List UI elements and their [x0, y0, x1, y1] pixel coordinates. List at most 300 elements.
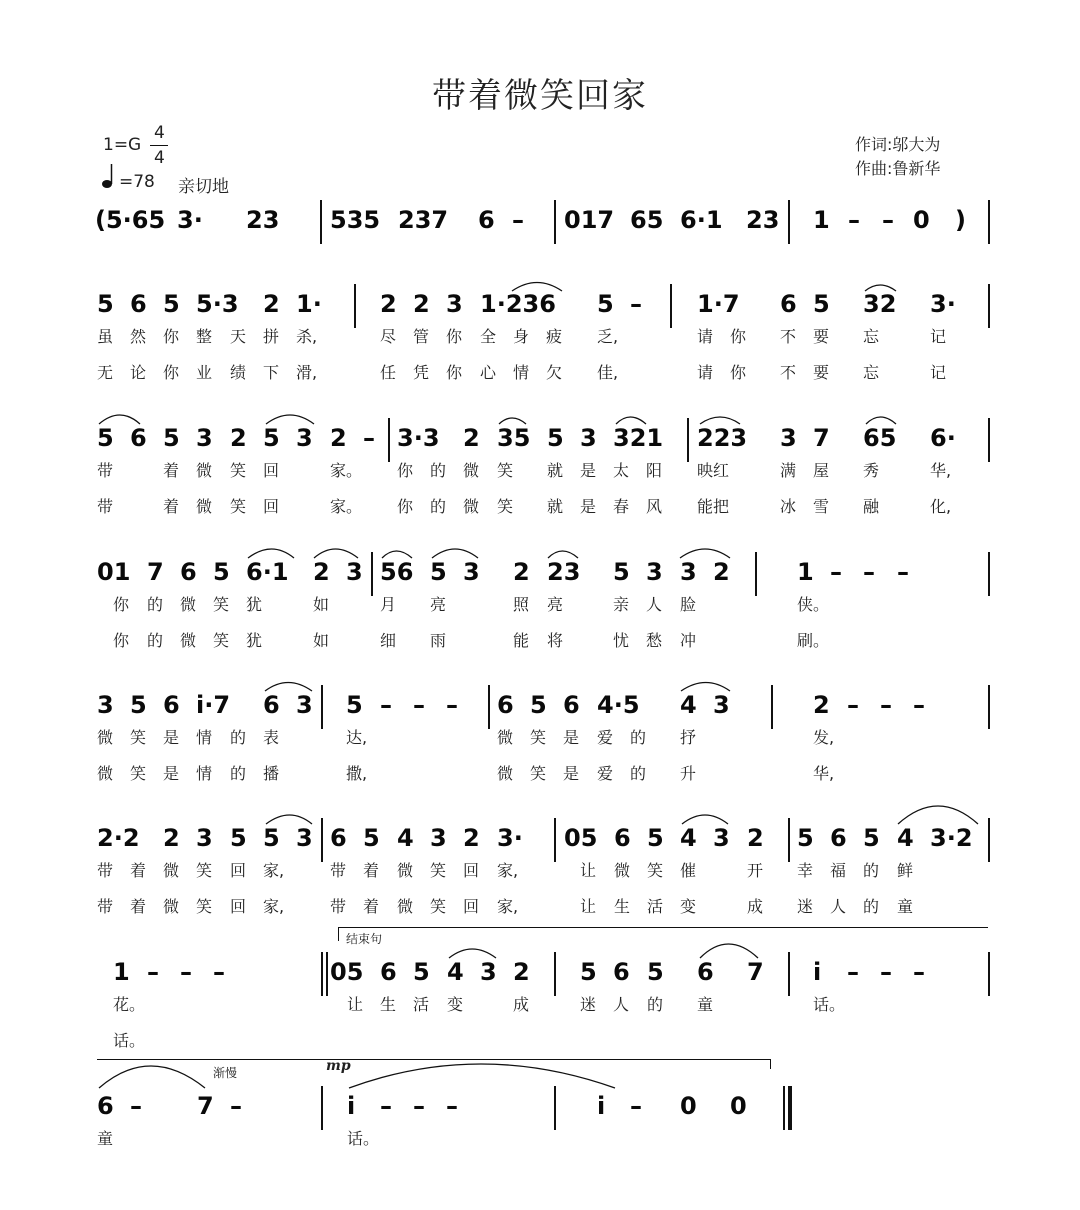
note: 5: [230, 824, 247, 852]
note: –: [880, 691, 892, 719]
note: 5: [797, 824, 814, 852]
barline: [988, 685, 990, 729]
lyric-syllable: 是: [563, 764, 580, 783]
lyric-syllable: 开: [747, 861, 764, 880]
lyric-syllable: 心: [480, 363, 497, 382]
lyric-syllable: 亲: [613, 595, 630, 614]
lyric-syllable: 人: [646, 595, 663, 614]
tempo-marking: =78: [119, 172, 155, 192]
lyric-syllable: 满: [780, 461, 797, 480]
note: –: [512, 206, 524, 234]
lyric-syllable: 笑: [430, 897, 447, 916]
lyric-syllable: 天: [230, 327, 247, 346]
lyric-syllable: 不: [780, 327, 797, 346]
note: 05: [564, 824, 598, 852]
lyric-syllable: 你: [730, 327, 747, 346]
expression-marking: 亲切地: [178, 177, 229, 197]
lyric-syllable: 冲: [680, 631, 697, 650]
lyric-syllable: 的: [630, 728, 647, 747]
note: 3: [296, 691, 313, 719]
note: –: [147, 958, 159, 986]
note: 2: [263, 290, 280, 318]
note: 7: [197, 1092, 214, 1120]
lyric-syllable: 活: [413, 995, 430, 1014]
ending-bracket-line: [338, 927, 988, 928]
note: –: [848, 206, 860, 234]
note: 1: [113, 958, 130, 986]
lyric-syllable: 着: [163, 497, 180, 516]
note: 2: [163, 824, 180, 852]
lyric-syllable: 微: [196, 497, 213, 516]
lyric-syllable: 的: [863, 861, 880, 880]
time-signature-bottom: 4: [154, 148, 165, 168]
barline: [988, 200, 990, 244]
lyric-syllable: 爱: [597, 728, 614, 747]
note: 3: [680, 558, 697, 586]
lyric-syllable: 让: [580, 897, 597, 916]
note: 3: [196, 824, 213, 852]
note: 7: [147, 558, 164, 586]
lyric-syllable: 细: [380, 631, 397, 650]
lyrics-verse-2: [0, 894, 1080, 920]
final-barline-thin: [783, 1086, 785, 1130]
lyric-syllable: 如: [313, 631, 330, 650]
note: 5: [130, 691, 147, 719]
note: 5: [346, 691, 363, 719]
note: –: [230, 1092, 242, 1120]
note: 3: [713, 691, 730, 719]
lyric-syllable: 笑: [130, 728, 147, 747]
note: 6·1: [246, 558, 289, 586]
note: 6: [497, 691, 514, 719]
lyric-syllable: 侠。: [797, 595, 830, 614]
note: 3: [646, 558, 663, 586]
barline: [554, 1086, 556, 1130]
lyrics-verse-1: [0, 858, 1080, 884]
lyric-syllable: 虽: [97, 327, 114, 346]
lyric-syllable: 微: [463, 461, 480, 480]
barline: [320, 200, 322, 244]
barline: [788, 818, 790, 862]
barline: [788, 952, 790, 996]
lyric-syllable: 映红: [697, 461, 730, 480]
lyric-syllable: 着: [130, 861, 147, 880]
barline: [771, 685, 773, 729]
lyric-syllable: 微: [97, 764, 114, 783]
note: 3·2: [930, 824, 973, 852]
note: 5: [613, 558, 630, 586]
note: 237: [398, 206, 449, 234]
lyric-syllable: 微: [97, 728, 114, 747]
lyrics-verse-1: [0, 725, 1080, 751]
note: 56: [380, 558, 414, 586]
lyrics-verse-1: [0, 1126, 1080, 1152]
lyric-syllable: 笑: [430, 861, 447, 880]
note: 3: [713, 824, 730, 852]
lyric-syllable: 微: [614, 861, 631, 880]
lyric-syllable: 忧: [613, 631, 630, 650]
note: 321: [613, 424, 664, 452]
note: –: [847, 691, 859, 719]
lyric-syllable: 的: [630, 764, 647, 783]
note: 5: [647, 824, 664, 852]
barline: [554, 200, 556, 244]
barline: [988, 952, 990, 996]
note: 6: [830, 824, 847, 852]
note: 2: [747, 824, 764, 852]
lyric-syllable: 疲: [546, 327, 563, 346]
lyric-syllable: 身: [513, 327, 530, 346]
lyric-syllable: 微: [196, 461, 213, 480]
note: 5: [430, 558, 447, 586]
final-barline-thick: [788, 1086, 792, 1130]
note: –: [630, 1092, 642, 1120]
note: 6: [614, 824, 631, 852]
dynamic-mark: mp: [326, 1058, 351, 1074]
lyric-syllable: 将: [547, 631, 564, 650]
note: i: [347, 1092, 356, 1120]
lyric-syllable: 的: [863, 897, 880, 916]
note: 2: [230, 424, 247, 452]
note: –: [180, 958, 192, 986]
note: 2: [813, 691, 830, 719]
lyrics-verse-1: [0, 992, 1080, 1018]
lyric-syllable: 笑: [497, 461, 514, 480]
note: 05: [330, 958, 364, 986]
note: 0: [680, 1092, 697, 1120]
note: 6: [180, 558, 197, 586]
note: –: [380, 1092, 392, 1120]
lyric-syllable: 雪: [813, 497, 830, 516]
note: 1·236: [480, 290, 556, 318]
note: 2: [463, 824, 480, 852]
note: –: [363, 424, 375, 452]
lyric-syllable: 成: [513, 995, 530, 1014]
lyric-syllable: 要: [813, 327, 830, 346]
lyric-syllable: 的: [230, 728, 247, 747]
lyric-syllable: 屋: [813, 461, 830, 480]
lyric-syllable: 杀,: [296, 327, 318, 346]
lyric-syllable: 童: [97, 1129, 114, 1148]
note: 6·: [930, 424, 956, 452]
note: 32: [863, 290, 897, 318]
barline: [488, 685, 490, 729]
lyric-syllable: 生: [380, 995, 397, 1014]
lyric-syllable: 微: [497, 764, 514, 783]
lyric-syllable: 你: [446, 363, 463, 382]
lyrics-verse-2: [0, 1028, 1080, 1054]
note: –: [847, 958, 859, 986]
coda-bracket-hook: [770, 1059, 771, 1069]
lyric-syllable: 鲜: [897, 861, 914, 880]
lyric-syllable: 回: [463, 861, 480, 880]
lyric-syllable: 爱: [597, 764, 614, 783]
note: –: [897, 558, 909, 586]
lyric-syllable: 凭: [413, 363, 430, 382]
note: 5: [263, 824, 280, 852]
note: 01: [97, 558, 131, 586]
note: 2: [330, 424, 347, 452]
lyric-syllable: 情: [513, 363, 530, 382]
lyrics-verse-1: [0, 592, 1080, 618]
lyric-syllable: 迷: [797, 897, 814, 916]
note: 2: [413, 290, 430, 318]
note: 3·: [497, 824, 523, 852]
note: 5: [363, 824, 380, 852]
note: 5: [530, 691, 547, 719]
lyric-syllable: 犹: [246, 595, 263, 614]
lyric-syllable: 带: [97, 861, 114, 880]
lyric-syllable: 请: [697, 327, 714, 346]
lyric-syllable: 表: [263, 728, 280, 747]
lyric-syllable: 不: [780, 363, 797, 382]
note: ): [955, 206, 966, 234]
lyric-syllable: 笑: [497, 497, 514, 516]
lyric-syllable: 化,: [930, 497, 952, 516]
note: 4: [680, 691, 697, 719]
note: 3: [346, 558, 363, 586]
lyric-syllable: 发,: [813, 728, 835, 747]
lyric-syllable: 欠: [546, 363, 563, 382]
note: 6: [613, 958, 630, 986]
note: 4: [397, 824, 414, 852]
lyric-syllable: 犹: [246, 631, 263, 650]
lyric-syllable: 微: [497, 728, 514, 747]
note: –: [630, 290, 642, 318]
lyric-syllable: 着: [363, 897, 380, 916]
lyric-syllable: 笑: [213, 631, 230, 650]
note: 6: [380, 958, 397, 986]
lyric-syllable: 佳,: [597, 363, 619, 382]
note: 5: [213, 558, 230, 586]
lyric-syllable: 笑: [213, 595, 230, 614]
lyric-syllable: 话。: [113, 1031, 146, 1050]
key-signature: 1=G: [103, 135, 142, 155]
page-title: 带着微笑回家: [432, 76, 648, 116]
lyric-syllable: 微: [180, 595, 197, 614]
lyric-syllable: 论: [130, 363, 147, 382]
lyric-syllable: 华,: [930, 461, 952, 480]
notes-row: [0, 200, 1080, 246]
note: 5: [547, 424, 564, 452]
time-signature-line: [150, 145, 168, 146]
lyric-syllable: 人: [613, 995, 630, 1014]
coda-bracket-line: [97, 1059, 771, 1060]
note: –: [446, 691, 458, 719]
note: i·7: [196, 691, 231, 719]
note: 3: [430, 824, 447, 852]
note: –: [380, 691, 392, 719]
lyric-syllable: 滑,: [296, 363, 318, 382]
lyric-syllable: 让: [580, 861, 597, 880]
lyric-syllable: 绩: [230, 363, 247, 382]
note: –: [213, 958, 225, 986]
note: 2: [513, 558, 530, 586]
lyric-syllable: 就: [547, 497, 564, 516]
barline: [554, 952, 556, 996]
lyric-syllable: 笑: [230, 461, 247, 480]
note: 5: [97, 424, 114, 452]
slur: [99, 1066, 205, 1088]
note: 6: [263, 691, 280, 719]
lyric-syllable: 带: [97, 461, 114, 480]
lyric-syllable: 带: [97, 497, 114, 516]
lyric-syllable: 着: [363, 861, 380, 880]
lyric-syllable: 回: [263, 497, 280, 516]
lyric-syllable: 的: [230, 764, 247, 783]
note: 3: [296, 424, 313, 452]
note: 3·: [930, 290, 956, 318]
lyric-syllable: 带: [330, 861, 347, 880]
note: 5: [163, 424, 180, 452]
note: (5·65: [95, 206, 166, 234]
lyric-syllable: 笑: [196, 861, 213, 880]
note: 2: [513, 958, 530, 986]
composer: 作曲:鲁新华: [855, 159, 941, 178]
lyric-syllable: 变: [680, 897, 697, 916]
note: 3: [780, 424, 797, 452]
lyric-syllable: 你: [163, 327, 180, 346]
note: 23: [547, 558, 581, 586]
note: –: [130, 1092, 142, 1120]
lyric-syllable: 业: [196, 363, 213, 382]
note: 3: [446, 290, 463, 318]
lyric-syllable: 阳: [646, 461, 663, 480]
note: 4·5: [597, 691, 640, 719]
lyric-syllable: 微: [163, 861, 180, 880]
lyric-syllable: 花。: [113, 995, 146, 1014]
lyric-syllable: 微: [397, 897, 414, 916]
lyric-syllable: 然: [130, 327, 147, 346]
lyric-syllable: 微: [180, 631, 197, 650]
lyric-syllable: 是: [580, 461, 597, 480]
lyric-syllable: 变: [447, 995, 464, 1014]
ending-bracket-hook: [338, 927, 339, 941]
note: 5: [97, 290, 114, 318]
note: 5: [413, 958, 430, 986]
lyric-syllable: 亮: [547, 595, 564, 614]
lyric-syllable: 任: [380, 363, 397, 382]
note: 5: [597, 290, 614, 318]
lyric-syllable: 融: [863, 497, 880, 516]
note: 2: [713, 558, 730, 586]
lyric-syllable: 下: [263, 363, 280, 382]
lyric-syllable: 是: [580, 497, 597, 516]
note: –: [413, 691, 425, 719]
ending-label: 结束句: [346, 932, 383, 946]
note: 223: [697, 424, 748, 452]
lyric-syllable: 情: [196, 764, 213, 783]
note: 0: [913, 206, 930, 234]
barline: [988, 284, 990, 328]
lyric-syllable: 全: [480, 327, 497, 346]
note: 7: [813, 424, 830, 452]
lyric-syllable: 请: [697, 363, 714, 382]
note: 65: [863, 424, 897, 452]
note: 5·3: [196, 290, 239, 318]
barline: [788, 200, 790, 244]
lyric-syllable: 是: [563, 728, 580, 747]
lyric-syllable: 家,: [497, 897, 519, 916]
note: –: [413, 1092, 425, 1120]
note: 3: [580, 424, 597, 452]
lyrics-verse-2: [0, 761, 1080, 787]
barline: [354, 284, 356, 328]
lyric-syllable: 忘: [863, 327, 880, 346]
note: 3: [480, 958, 497, 986]
lyric-syllable: 微: [163, 897, 180, 916]
lyric-syllable: 太: [613, 461, 630, 480]
lyric-syllable: 你: [113, 631, 130, 650]
note: 5: [863, 824, 880, 852]
note: 3: [296, 824, 313, 852]
repeat-barline-thin: [321, 952, 323, 996]
lyric-syllable: 笑: [196, 897, 213, 916]
note: 1: [797, 558, 814, 586]
lyric-syllable: 播: [263, 764, 280, 783]
ritardando-label: 渐慢: [213, 1066, 238, 1080]
lyric-syllable: 你: [730, 363, 747, 382]
note: 35: [497, 424, 531, 452]
lyric-syllable: 家,: [263, 897, 285, 916]
note: –: [830, 558, 842, 586]
lyric-syllable: 记: [930, 363, 947, 382]
lyric-syllable: 的: [647, 995, 664, 1014]
lyric-syllable: 活: [647, 897, 664, 916]
note: –: [882, 206, 894, 234]
lyric-syllable: 家,: [263, 861, 285, 880]
note: 6: [330, 824, 347, 852]
lyric-syllable: 着: [163, 461, 180, 480]
lyric-syllable: 的: [430, 461, 447, 480]
lyric-syllable: 你: [113, 595, 130, 614]
note: 65: [630, 206, 664, 234]
lyric-syllable: 的: [147, 595, 164, 614]
barline: [988, 552, 990, 596]
lyric-syllable: 管: [413, 327, 430, 346]
lyric-syllable: 你: [397, 497, 414, 516]
note: 6: [97, 1092, 114, 1120]
note: 3: [463, 558, 480, 586]
lyric-syllable: 情: [196, 728, 213, 747]
lyric-syllable: 春: [613, 497, 630, 516]
lyric-syllable: 升: [680, 764, 697, 783]
lyric-syllable: 拼: [263, 327, 280, 346]
barline: [321, 1086, 323, 1130]
note: 6: [563, 691, 580, 719]
lyric-syllable: 你: [446, 327, 463, 346]
note: 3·3: [397, 424, 440, 452]
lyric-syllable: 刷。: [797, 631, 830, 650]
lyric-syllable: 亮: [430, 595, 447, 614]
note: 23: [746, 206, 780, 234]
lyrics-verse-1: [0, 324, 1080, 350]
lyric-syllable: 着: [130, 897, 147, 916]
note: 2·2: [97, 824, 140, 852]
lyric-syllable: 脸: [680, 595, 697, 614]
lyric-syllable: 微: [463, 497, 480, 516]
note: –: [446, 1092, 458, 1120]
barline: [321, 818, 323, 862]
barline: [371, 552, 373, 596]
barline: [554, 818, 556, 862]
lyric-syllable: 要: [813, 363, 830, 382]
note: 2: [463, 424, 480, 452]
lyric-syllable: 忘: [863, 363, 880, 382]
note: 4: [897, 824, 914, 852]
note: i: [813, 958, 822, 986]
note: 23: [246, 206, 280, 234]
